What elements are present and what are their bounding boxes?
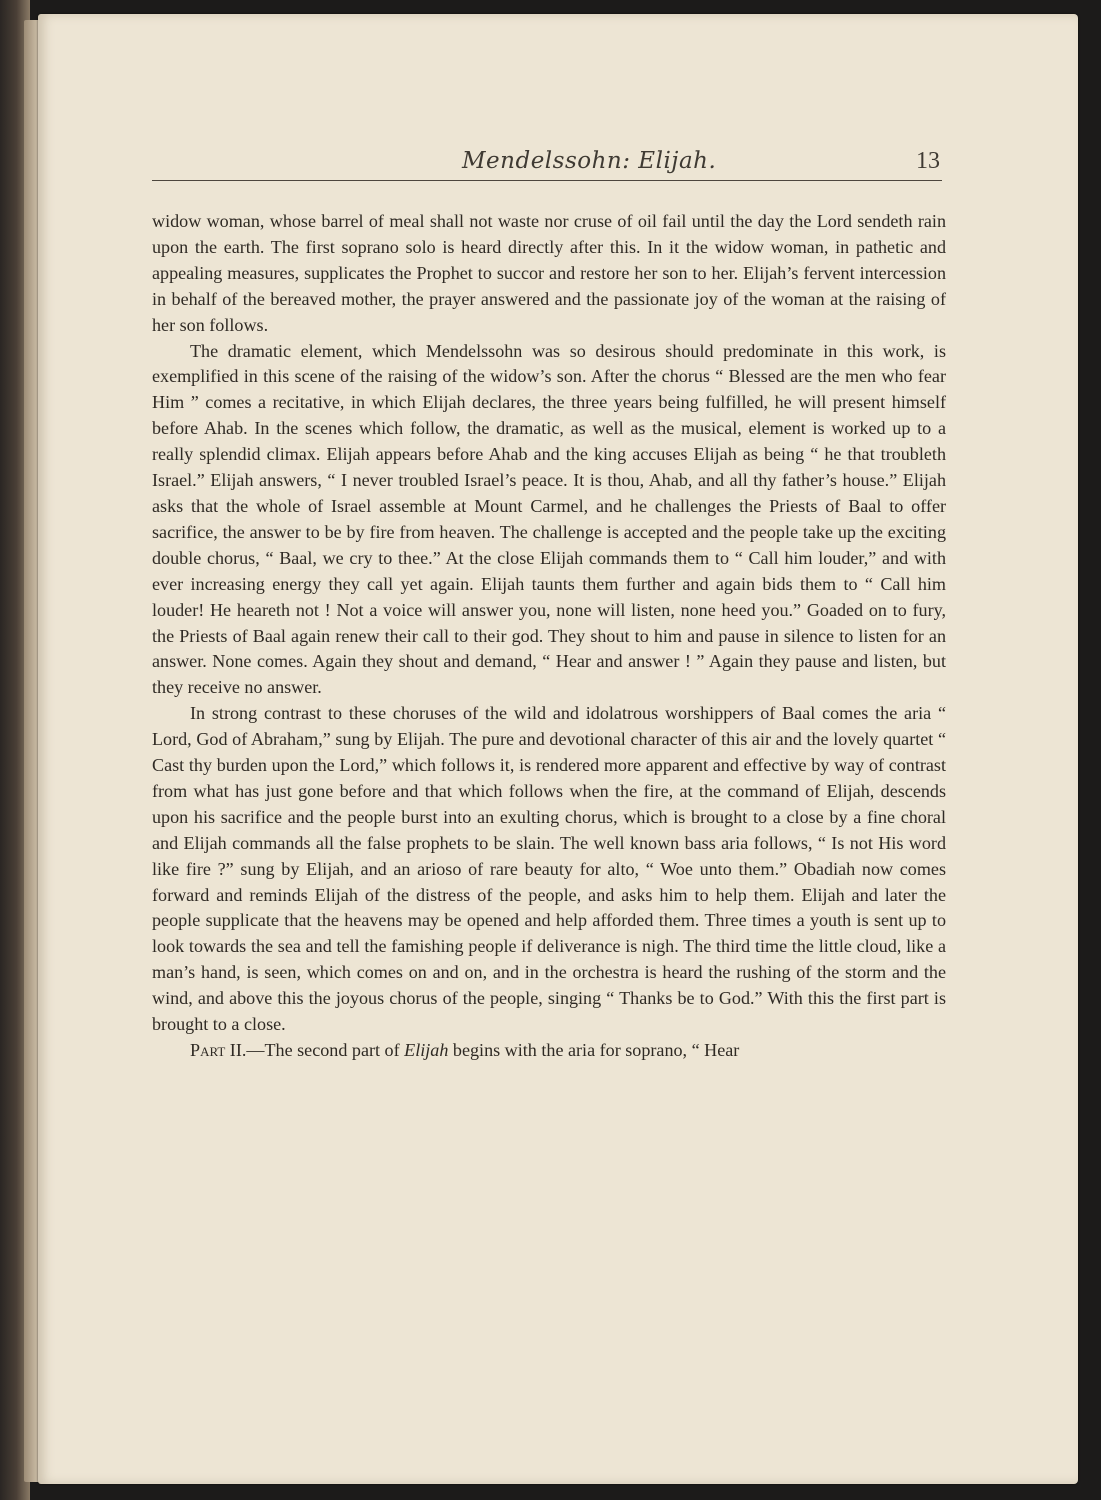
paragraph-3: In strong contrast to these choruses of the wild and idolatrous worshippers of Baal comes the aria “ Lord, God of Abraham,” sung by Elijah. The pure and devotional character of this air and the lovely quartet “ Cast thy burden upon the Lord,” which follows it, is rendered more apparent and effective by way of contrast from what has just gone before and that which follows when the fire, at the command of Elijah, descends upon his sacrifice and the people burst into an exulting chorus, which is brought to a close by a fine choral and Elijah commands all the false prophets to be slain. The well known bass aria follows, “ Is not His word like fire ?” sung by Elijah, and an arioso of rare beauty for alto, “ Woe unto them.” Obadiah now comes forward and reminds Elijah of the distress of the people, and asks him to help them. Elijah and later the people supplicate that the heavens may be opened and help afforded them. Three times a youth is sent up to look towards the sea and tell the famishing people if deliverance is nigh. The third time the little cloud, like a man’s hand, is seen, which comes on and on, and in the orchestra is heard the rushing of the storm and the wind, and above this the joyous chorus of the people, singing “ Thanks be to God.” With this the first part is brought to a close.	[152, 703, 946, 1035]
paragraph-4-text-b: begins with the aria for soprano, “ Hear	[448, 1040, 740, 1060]
header-rule	[152, 180, 942, 181]
paragraph-4	[152, 1038, 946, 1064]
running-title: Mendelssohn: Elijah.	[462, 148, 717, 174]
work-title: Elijah	[404, 1040, 449, 1060]
body-text	[152, 209, 946, 1064]
paragraph-1: widow woman, whose barrel of meal shall not waste nor cruse of oil fail until the day the Lord sendeth rain upon the earth. The first soprano solo is heard directly after this. In it the widow woman, in pathetic and appealing measures, supplicates the Prophet to succor and restore her son to her. Elijah’s fervent intercession in behalf of the bereaved mother, the prayer answered and the passionate joy of the woman at the raising of her son follows.	[152, 211, 946, 335]
page-number: 13	[916, 148, 940, 174]
paragraph-4-text-a: —The second part of	[246, 1040, 405, 1060]
page	[38, 14, 1078, 1484]
paragraph-2: The dramatic element, which Mendelssohn was so desirous should predominate in this work, is exemplified in this scene of the raising of the widow’s son. After the chorus “ Blessed are the men who fear Him ” comes a recitative, in which Elijah declares, the three years being fulfilled, he will present himself before Ahab. In the scenes which follow, the dramatic, as well as the musical, element is worked up to a really splendid climax. Elijah appears before Ahab and the king accuses Elijah as being “ he that troubleth Israel.” Elijah answers, “ I never troubled Israel’s peace. It is thou, Ahab, and all thy father’s house.” Elijah asks that the whole of Israel assemble at Mount Carmel, and he challenges the Priests of Baal to offer sacrifice, the answer to be by fire from heaven. The challenge is accepted and the people take up the exciting double chorus, “ Baal, we cry to thee.” At the close Elijah commands them to “ Call him louder,” and with ever increasing energy they call yet again. Elijah taunts them further and again bids them to “ Call him louder! He heareth not ! Not a voice will answer you, none will listen, none heed you.” Goaded on to fury, the Priests of Baal again renew their call to their god. They shout to him and pause in silence to listen for an answer. None comes. Again they shout and demand, “ Hear and answer ! ” Again they pause and listen, but they receive no answer.	[152, 340, 946, 698]
running-header	[152, 144, 942, 188]
part-heading: Part II.	[190, 1040, 247, 1060]
